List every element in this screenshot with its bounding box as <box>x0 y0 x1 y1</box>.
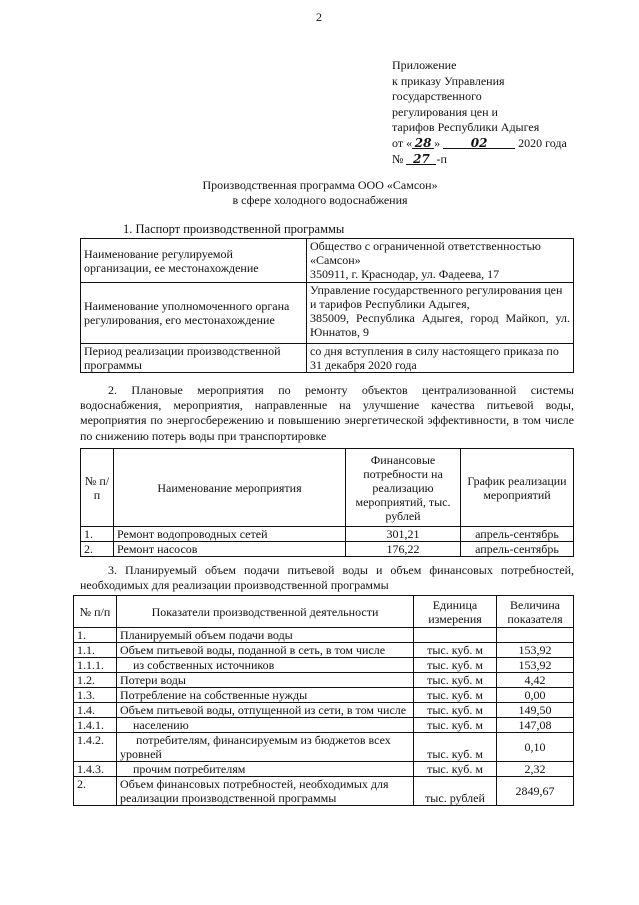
cell-value: 153,92 <box>497 658 574 673</box>
passport-label: Период реализации производственной программы <box>81 344 307 373</box>
table-row <box>81 527 574 542</box>
cell-unit: тыс. рублей <box>414 777 497 806</box>
cell-num: 1.1.1. <box>74 658 117 673</box>
cell-num: 1.4.1. <box>74 718 117 733</box>
table-header-row <box>81 449 574 527</box>
passport-label: Наименование регулируемой организации, ее местонахождение <box>81 239 307 283</box>
order-date <box>392 136 622 152</box>
table-row <box>81 344 574 373</box>
date-day: 28 <box>412 136 434 149</box>
table-row <box>74 762 574 777</box>
date-year: 2020 года <box>518 135 567 150</box>
cell-indicator: Объем питьевой воды, отпущенной из сети, в том числе <box>117 703 414 718</box>
cell-indicator: населению <box>117 718 414 733</box>
date-mid: » <box>434 135 441 150</box>
cell-value: 0,00 <box>497 688 574 703</box>
section1-heading: 1. Паспорт производственной программы <box>123 222 345 236</box>
appendix-line: регулирования цен и <box>392 104 498 119</box>
passport-value <box>307 283 574 344</box>
table-header-row <box>74 596 574 628</box>
table-row <box>74 733 574 762</box>
cell-value: 0,10 <box>497 733 574 762</box>
table-row <box>81 239 574 283</box>
cell-indicator: потребителям, финансируемым из бюджетов всех уровней <box>117 733 414 762</box>
appendix-line: государственного <box>392 89 482 104</box>
value-line: Управление государственного регулирования цен и тарифов Республики Адыгея, <box>310 283 563 311</box>
value-line: Общество с ограниченной ответственностью «Самсон» <box>310 239 541 267</box>
table-row <box>81 542 574 557</box>
section3-text: 3. Планируемый объем подачи питьевой воды и объем финансовых потребностей, необходимых для реализации производственной программы <box>80 563 574 593</box>
cell-num: 2. <box>81 542 114 557</box>
cell-unit: тыс. куб. м <box>414 703 497 718</box>
order-number <box>392 152 622 168</box>
title-line-2: в сфере холодного водоснабжения <box>232 193 408 207</box>
table-row <box>74 628 574 643</box>
cell-num: 1.2. <box>74 673 117 688</box>
cell-indicator: из собственных источников <box>117 658 414 673</box>
document-title <box>120 178 520 208</box>
cell-name: Ремонт водопроводных сетей <box>114 527 346 542</box>
cell-amount: 301,21 <box>346 527 461 542</box>
cell-indicator: Объем финансовых потребностей, необходимых для реализации производственной программы <box>117 777 414 806</box>
col-header-num: № п/п <box>81 449 114 527</box>
appendix-line: Приложение <box>392 58 457 72</box>
number-value: 27 <box>406 152 436 165</box>
cell-num: 1.1. <box>74 643 117 658</box>
cell-value: 149,50 <box>497 703 574 718</box>
date-prefix: от « <box>392 135 413 150</box>
cell-unit: тыс. куб. м <box>414 643 497 658</box>
cell-value <box>497 628 574 643</box>
cell-schedule: апрель-сентябрь <box>461 542 574 557</box>
cell-amount: 176,22 <box>346 542 461 557</box>
cell-unit <box>414 628 497 643</box>
number-prefix: № <box>392 151 404 166</box>
cell-indicator: Планируемый объем подачи воды <box>117 628 414 643</box>
cell-indicator: Потребление на собственные нужды <box>117 688 414 703</box>
cell-unit: тыс. куб. м <box>414 733 497 762</box>
cell-value: 147,08 <box>497 718 574 733</box>
cell-value: 2849,67 <box>497 777 574 806</box>
value-line: 385009, Республика Адыгея, город Майкоп, ул. Юннатов, 9 <box>310 311 570 339</box>
col-header-amount: Финансовые потребности на реализацию мероприятий, тыс. рублей <box>346 449 461 527</box>
section2-text: 2. Плановые мероприятия по ремонту объектов централизованной системы водоснабжения, мероприятия, направленные на улучшение качества питьевой воды, мероприятия по энергосбережению и повышению энергетической эффективности, в том числе по снижению потерь воды при транспортировке <box>80 383 574 443</box>
table-row <box>74 777 574 806</box>
table-row <box>74 673 574 688</box>
appendix-line: к приказу Управления <box>392 73 505 88</box>
cell-indicator: Потери воды <box>117 673 414 688</box>
number-suffix: -п <box>436 151 447 166</box>
cell-num: 1.4.3. <box>74 762 117 777</box>
table-row <box>74 688 574 703</box>
cell-indicator: прочим потребителям <box>117 762 414 777</box>
passport-value <box>307 344 574 373</box>
title-line-1: Производственная программа ООО «Самсон» <box>202 178 438 192</box>
cell-unit: тыс. куб. м <box>414 688 497 703</box>
appendix-line: тарифов Республики Адыгея <box>392 120 540 135</box>
col-header-unit: Единица измерения <box>414 596 497 628</box>
table-row <box>74 703 574 718</box>
value-line: 350911, г. Краснодар, ул. Фадеева, 17 <box>310 267 500 281</box>
page-number: 2 <box>316 10 322 24</box>
col-header-value: Величина показателя <box>497 596 574 628</box>
passport-label: Наименование уполномоченного органа регулирования, его местонахождение <box>81 283 307 344</box>
table-row <box>81 283 574 344</box>
indicators-table <box>73 595 574 806</box>
value-line: со дня вступления в силу настоящего приказа по 31 декабря 2020 года <box>310 344 559 372</box>
cell-unit: тыс. куб. м <box>414 658 497 673</box>
cell-value: 2,32 <box>497 762 574 777</box>
cell-unit: тыс. куб. м <box>414 673 497 688</box>
table-row <box>74 718 574 733</box>
cell-num: 1. <box>81 527 114 542</box>
cell-unit: тыс. куб. м <box>414 762 497 777</box>
col-header-indicator: Показатели производственной деятельности <box>117 596 414 628</box>
cell-num: 1. <box>74 628 117 643</box>
cell-num: 1.4. <box>74 703 117 718</box>
cell-indicator: Объем питьевой воды, поданной в сеть, в том числе <box>117 643 414 658</box>
table-row <box>74 643 574 658</box>
cell-unit: тыс. куб. м <box>414 718 497 733</box>
cell-num: 1.3. <box>74 688 117 703</box>
cell-schedule: апрель-сентябрь <box>461 527 574 542</box>
cell-value: 4,42 <box>497 673 574 688</box>
passport-value <box>307 239 574 283</box>
cell-name: Ремонт насосов <box>114 542 346 557</box>
table-row <box>74 658 574 673</box>
cell-num: 1.4.2. <box>74 733 117 762</box>
col-header-schedule: График реализации мероприятий <box>461 449 574 527</box>
cell-value: 153,92 <box>497 643 574 658</box>
activities-table <box>80 448 574 557</box>
cell-num: 2. <box>74 777 117 806</box>
date-month: 02 <box>443 136 515 149</box>
passport-table <box>80 238 574 373</box>
col-header-num: № п/п <box>74 596 117 628</box>
appendix-block <box>392 58 622 167</box>
col-header-name: Наименование мероприятия <box>114 449 346 527</box>
